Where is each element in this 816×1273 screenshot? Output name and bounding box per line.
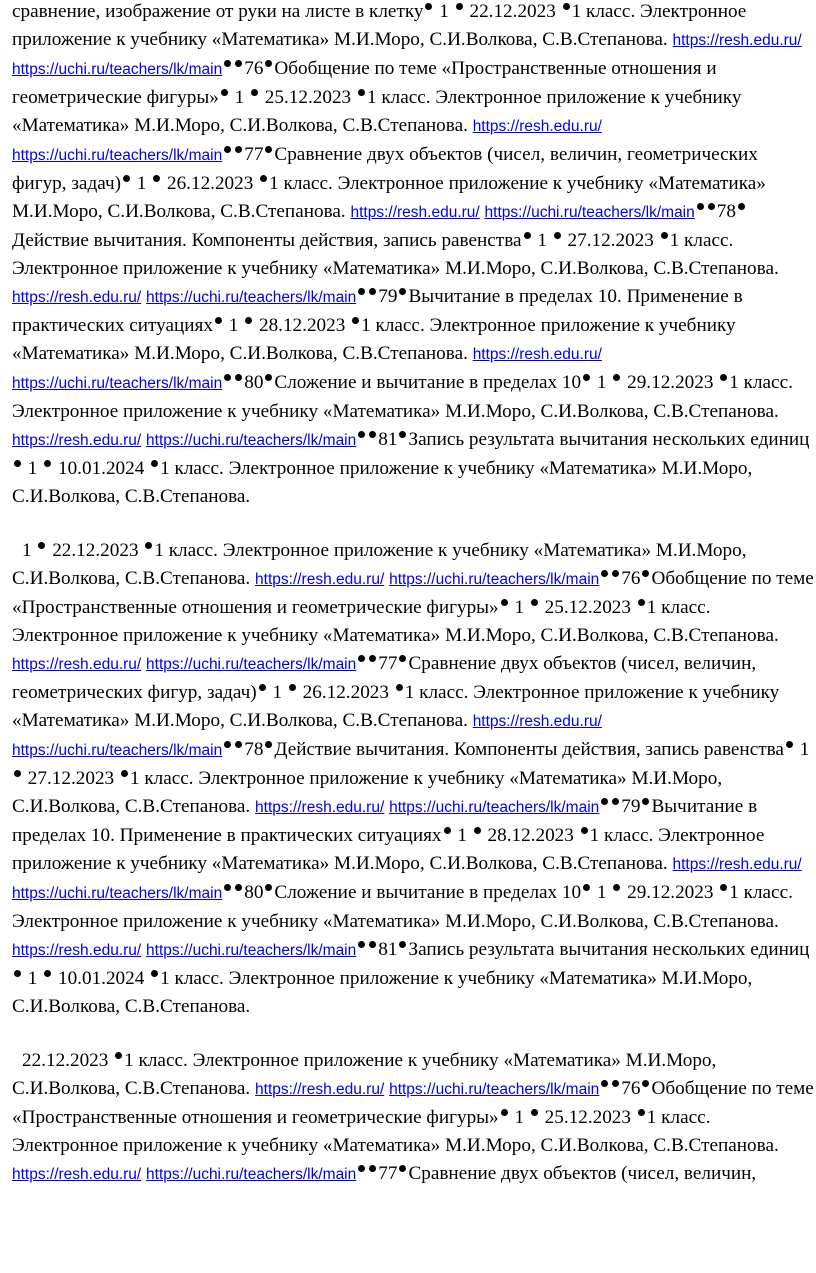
text: 1 bbox=[514, 1107, 525, 1128]
bullet-icon bbox=[265, 146, 272, 153]
uchi-link[interactable]: https://uchi.ru/teachers/lk/main bbox=[389, 799, 600, 816]
bullet-icon bbox=[224, 741, 231, 748]
lesson-number: 78 bbox=[716, 201, 736, 222]
bullet-icon bbox=[251, 89, 258, 96]
uchi-link[interactable]: https://uchi.ru/teachers/lk/main bbox=[146, 942, 357, 959]
text: 1 bbox=[136, 173, 147, 194]
text: 1 класс. bbox=[669, 230, 734, 251]
resh-link[interactable]: https://resh.edu.ru/ bbox=[472, 713, 602, 730]
bullet-icon bbox=[224, 884, 231, 891]
paragraph-1 bbox=[12, 0, 816, 511]
bullet-icon bbox=[44, 460, 51, 467]
bullet-icon bbox=[151, 970, 158, 977]
text: Электронное приложение к учебнику «Математика» М.И.Моро, С.И.Волкова, С.В.Степанова. bbox=[12, 173, 766, 222]
bullet-icon bbox=[260, 175, 267, 182]
bullet-icon bbox=[601, 1080, 608, 1087]
text: 1 bbox=[439, 1, 449, 22]
bullet-icon bbox=[601, 570, 608, 577]
bullet-icon bbox=[563, 3, 570, 10]
lesson-number: 76 bbox=[621, 568, 641, 589]
lesson-title: Запись результата вычитания нескольких единиц bbox=[408, 429, 810, 450]
bullet-icon bbox=[224, 60, 231, 67]
lesson-number: 77 bbox=[378, 1163, 398, 1184]
bullet-icon bbox=[38, 542, 45, 549]
bullet-icon bbox=[425, 3, 432, 10]
uchi-link[interactable]: https://uchi.ru/teachers/lk/main bbox=[146, 432, 357, 449]
text: 1 класс. bbox=[589, 825, 654, 846]
bullet-icon bbox=[265, 741, 272, 748]
bullet-icon bbox=[259, 684, 266, 691]
resh-link[interactable]: https://resh.edu.ru/ bbox=[472, 118, 602, 135]
text: 1 класс. bbox=[366, 87, 431, 108]
bullet-icon bbox=[612, 798, 619, 805]
text: 1 класс. bbox=[269, 173, 333, 194]
bullet-icon bbox=[399, 655, 406, 662]
text: 1 класс. bbox=[729, 882, 793, 903]
bullet-icon bbox=[396, 684, 403, 691]
text: Электронное приложение к учебнику «Математика» М.И.Моро, С.И.Волкова, С.В.Степанова. bbox=[12, 968, 753, 1017]
resh-link[interactable]: https://resh.edu.ru/ bbox=[12, 432, 142, 449]
lesson-number: 77 bbox=[244, 144, 264, 165]
text: Электронное приложение к учебнику «Математика» М.И.Моро, С.И.Волкова, С.В.Степанова. bbox=[12, 458, 753, 507]
bullet-icon bbox=[121, 770, 128, 777]
bullet-icon bbox=[697, 203, 704, 210]
bullet-icon bbox=[358, 1165, 365, 1172]
bullet-icon bbox=[642, 570, 649, 577]
text: Электронное приложение к учебнику «Математика» М.И.Моро, С.И.Волкова, С.В.Степанова. bbox=[12, 258, 779, 279]
bullet-icon bbox=[215, 317, 222, 324]
bullet-icon bbox=[352, 317, 359, 324]
text: Электронное приложение к учебнику «Математика» М.И.Моро, С.И.Волкова, С.В.Степанова. bbox=[12, 1050, 717, 1099]
bullet-icon bbox=[554, 232, 561, 239]
text: 1 класс. bbox=[404, 682, 469, 703]
text: Электронное приложение к учебнику «Математика» М.И.Моро, С.И.Волкова, С.В.Степанова. bbox=[12, 87, 742, 136]
resh-link[interactable]: https://resh.edu.ru/ bbox=[255, 1081, 385, 1098]
text: Электронное приложение к учебнику «Математика» М.И.Моро, С.И.Волкова, С.В.Степанова. bbox=[12, 1135, 779, 1156]
bullet-icon bbox=[456, 3, 463, 10]
bullet-icon bbox=[531, 599, 538, 606]
bullet-icon bbox=[581, 827, 588, 834]
bullet-icon bbox=[613, 884, 620, 891]
uchi-link[interactable]: https://uchi.ru/teachers/lk/main bbox=[146, 289, 357, 306]
lesson-title: Обобщение по теме «Пространственные отношения и геометрические фигуры» bbox=[12, 1078, 814, 1128]
bullet-icon bbox=[720, 374, 727, 381]
resh-link[interactable]: https://resh.edu.ru/ bbox=[350, 204, 480, 221]
bullet-icon bbox=[720, 884, 727, 891]
date: 25.12.2023 bbox=[264, 87, 352, 108]
bullet-icon bbox=[221, 89, 228, 96]
text: Электронное приложение к учебнику «Математика» М.И.Моро, С.И.Волкова, С.В.Степанова. bbox=[12, 315, 736, 364]
bullet-icon bbox=[613, 374, 620, 381]
lesson-title: Действие вычитания. Компоненты действия, запись равенства bbox=[274, 739, 784, 760]
resh-link[interactable]: https://resh.edu.ru/ bbox=[12, 1166, 142, 1183]
text: Электронное приложение к учебнику «Математика» М.И.Моро, С.И.Волкова, С.В.Степанова. bbox=[12, 825, 765, 874]
resh-link[interactable]: https://resh.edu.ru/ bbox=[672, 32, 802, 49]
text: 1 класс. bbox=[124, 1050, 188, 1071]
lesson-title: Сравнение двух объектов (чисел, величин, геометрических фигур, задач) bbox=[12, 653, 757, 703]
uchi-link[interactable]: https://uchi.ru/teachers/lk/main bbox=[12, 61, 223, 78]
text: Электронное приложение к учебнику «Математика» М.И.Моро, С.И.Волкова, С.В.Степанова. bbox=[12, 540, 747, 589]
uchi-link[interactable]: https://uchi.ru/teachers/lk/main bbox=[146, 1166, 357, 1183]
bullet-icon bbox=[524, 232, 531, 239]
bullet-icon bbox=[399, 431, 406, 438]
uchi-link[interactable]: https://uchi.ru/teachers/lk/main bbox=[484, 204, 695, 221]
lesson-number: 81 bbox=[378, 939, 398, 960]
lesson-title: Сравнение двух объектов (чисел, величин, геометрических фигур, задач) bbox=[12, 144, 758, 194]
bullet-icon bbox=[115, 1052, 122, 1059]
lesson-number: 77 bbox=[378, 653, 398, 674]
lesson-title: Вычитание в пределах 10. Применение в практических ситуациях bbox=[12, 286, 743, 336]
text: 1 класс. bbox=[361, 315, 425, 336]
bullet-icon bbox=[583, 374, 590, 381]
bullet-icon bbox=[44, 970, 51, 977]
bullet-icon bbox=[642, 1080, 649, 1087]
bullet-icon bbox=[358, 941, 365, 948]
date: 22.12.2023 bbox=[22, 1050, 109, 1071]
bullet-icon bbox=[601, 798, 608, 805]
bullet-icon bbox=[358, 288, 365, 295]
date: 22.12.2023 bbox=[52, 540, 139, 561]
bullet-icon bbox=[501, 1109, 508, 1116]
text: 1 класс. bbox=[646, 597, 711, 618]
bullet-icon bbox=[738, 203, 745, 210]
lesson-number: 79 bbox=[621, 796, 641, 817]
lesson-number: 76 bbox=[244, 58, 264, 79]
bullet-icon bbox=[265, 60, 272, 67]
bullet-icon bbox=[399, 1165, 406, 1172]
bullet-icon bbox=[638, 1109, 645, 1116]
bullet-icon bbox=[444, 827, 451, 834]
lesson-number: 80 bbox=[244, 372, 264, 393]
resh-link[interactable]: https://resh.edu.ru/ bbox=[472, 346, 602, 363]
bullet-icon bbox=[474, 827, 481, 834]
lesson-number: 78 bbox=[244, 739, 264, 760]
lesson-title: Обобщение по теме «Пространственные отношения и геометрические фигуры» bbox=[12, 568, 814, 618]
bullet-icon bbox=[358, 89, 365, 96]
lesson-title: Вычитание в пределах 10. Применение в практических ситуациях bbox=[12, 796, 758, 846]
resh-link[interactable]: https://resh.edu.ru/ bbox=[12, 656, 142, 673]
text: 1 bbox=[272, 682, 283, 703]
text: 1 bbox=[799, 739, 810, 760]
bullet-icon bbox=[235, 884, 242, 891]
bullet-icon bbox=[289, 684, 296, 691]
text: 1 класс. bbox=[160, 968, 224, 989]
lesson-title: Сложение и вычитание в пределах 10 bbox=[274, 882, 582, 903]
bullet-icon bbox=[265, 374, 272, 381]
uchi-link[interactable]: https://uchi.ru/teachers/lk/main bbox=[12, 147, 223, 164]
date: 26.12.2023 bbox=[302, 682, 389, 703]
text: 1 класс. bbox=[646, 1107, 711, 1128]
bullet-icon bbox=[583, 884, 590, 891]
text: Электронное приложение к учебнику «Математика» М.И.Моро, С.И.Волкова, С.В.Степанова. bbox=[12, 768, 723, 817]
text: 1 bbox=[457, 825, 467, 846]
uchi-link[interactable]: https://uchi.ru/teachers/lk/main bbox=[389, 571, 600, 588]
bullet-icon bbox=[145, 542, 152, 549]
bullet-icon bbox=[399, 941, 406, 948]
date: 25.12.2023 bbox=[544, 597, 631, 618]
text: 1 bbox=[22, 540, 32, 561]
bullet-icon bbox=[369, 431, 376, 438]
uchi-link[interactable]: https://uchi.ru/teachers/lk/main bbox=[146, 656, 357, 673]
bullet-icon bbox=[369, 1165, 376, 1172]
bullet-icon bbox=[235, 60, 242, 67]
text: Электронное приложение к учебнику «Математика» М.И.Моро, С.И.Волкова, С.В.Степанова. bbox=[12, 1, 747, 50]
bullet-icon bbox=[358, 431, 365, 438]
bullet-icon bbox=[612, 570, 619, 577]
lesson-title: Сравнение двух объектов (чисел, величин, bbox=[408, 1163, 757, 1184]
bullet-icon bbox=[245, 317, 252, 324]
bullet-icon bbox=[661, 232, 668, 239]
bullet-icon bbox=[153, 175, 160, 182]
bullet-icon bbox=[612, 1080, 619, 1087]
bullet-icon bbox=[235, 146, 242, 153]
resh-link[interactable]: https://resh.edu.ru/ bbox=[12, 942, 142, 959]
bullet-icon bbox=[369, 655, 376, 662]
uchi-link[interactable]: https://uchi.ru/teachers/lk/main bbox=[12, 375, 223, 392]
text: Электронное приложение к учебнику «Математика» М.И.Моро, С.И.Волкова, С.В.Степанова. bbox=[12, 911, 779, 932]
date: 10.01.2024 bbox=[57, 968, 145, 989]
resh-link[interactable]: https://resh.edu.ru/ bbox=[672, 856, 802, 873]
text: 1 bbox=[596, 882, 607, 903]
bullet-icon bbox=[235, 374, 242, 381]
date: 27.12.2023 bbox=[567, 230, 654, 251]
text: 1 bbox=[234, 87, 245, 108]
resh-link[interactable]: https://resh.edu.ru/ bbox=[255, 799, 385, 816]
bullet-icon bbox=[369, 941, 376, 948]
paragraph-3 bbox=[12, 1047, 816, 1189]
paragraph-2 bbox=[12, 537, 816, 1021]
bullet-icon bbox=[224, 146, 231, 153]
uchi-link[interactable]: https://uchi.ru/teachers/lk/main bbox=[389, 1081, 600, 1098]
lesson-title: Сложение и вычитание в пределах 10 bbox=[274, 372, 582, 393]
lesson-title: Обобщение по теме «Пространственные отношения и геометрические фигуры» bbox=[12, 58, 717, 108]
bullet-icon bbox=[224, 374, 231, 381]
date: 29.12.2023 bbox=[627, 372, 714, 393]
lesson-number: 76 bbox=[621, 1078, 641, 1099]
text: 1 класс. bbox=[154, 540, 218, 561]
bullet-icon bbox=[531, 1109, 538, 1116]
date: 29.12.2023 bbox=[627, 882, 714, 903]
bullet-icon bbox=[369, 288, 376, 295]
text: 1 bbox=[228, 315, 239, 336]
bullet-icon bbox=[358, 655, 365, 662]
lesson-title: Действие вычитания. Компоненты действия, запись равенства bbox=[12, 230, 522, 251]
bullet-icon bbox=[151, 460, 158, 467]
bullet-icon bbox=[638, 599, 645, 606]
text: сравнение, изображение от руки на листе в клетку bbox=[12, 1, 424, 22]
text: 1 bbox=[537, 230, 547, 251]
text: 1 класс. bbox=[160, 458, 224, 479]
date: 26.12.2023 bbox=[166, 173, 254, 194]
uchi-link[interactable]: https://uchi.ru/teachers/lk/main bbox=[12, 742, 223, 759]
date: 27.12.2023 bbox=[27, 768, 115, 789]
text: 1 bbox=[514, 597, 525, 618]
bullet-icon bbox=[14, 970, 21, 977]
text: Электронное приложение к учебнику «Математика» М.И.Моро, С.И.Волкова, С.В.Степанова. bbox=[12, 401, 779, 422]
date: 22.12.2023 bbox=[469, 1, 556, 22]
text: 1 класс. bbox=[729, 372, 793, 393]
text: 1 класс. bbox=[571, 1, 636, 22]
bullet-icon bbox=[235, 741, 242, 748]
text: 1 bbox=[27, 458, 38, 479]
lesson-number: 81 bbox=[378, 429, 398, 450]
text: 1 bbox=[596, 372, 607, 393]
text: Электронное приложение к учебнику «Математика» М.И.Моро, С.И.Волкова, С.В.Степанова. bbox=[12, 682, 780, 731]
text: 1 класс. bbox=[129, 768, 194, 789]
bullet-icon bbox=[501, 599, 508, 606]
bullet-icon bbox=[708, 203, 715, 210]
bullet-icon bbox=[642, 798, 649, 805]
resh-link[interactable]: https://resh.edu.ru/ bbox=[12, 289, 142, 306]
lesson-number: 79 bbox=[378, 286, 398, 307]
resh-link[interactable]: https://resh.edu.ru/ bbox=[255, 571, 385, 588]
bullet-icon bbox=[14, 770, 21, 777]
text: 1 bbox=[27, 968, 38, 989]
date: 28.12.2023 bbox=[487, 825, 574, 846]
bullet-icon bbox=[265, 884, 272, 891]
bullet-icon bbox=[14, 460, 21, 467]
date: 10.01.2024 bbox=[57, 458, 145, 479]
bullet-icon bbox=[786, 741, 793, 748]
bullet-icon bbox=[399, 288, 406, 295]
date: 25.12.2023 bbox=[544, 1107, 631, 1128]
lesson-number: 80 bbox=[244, 882, 264, 903]
bullet-icon bbox=[123, 175, 130, 182]
date: 28.12.2023 bbox=[258, 315, 346, 336]
text: Электронное приложение к учебнику «Математика» М.И.Моро, С.И.Волкова, С.В.Степанова. bbox=[12, 625, 779, 646]
uchi-link[interactable]: https://uchi.ru/teachers/lk/main bbox=[12, 885, 223, 902]
lesson-title: Запись результата вычитания нескольких единиц bbox=[408, 939, 810, 960]
